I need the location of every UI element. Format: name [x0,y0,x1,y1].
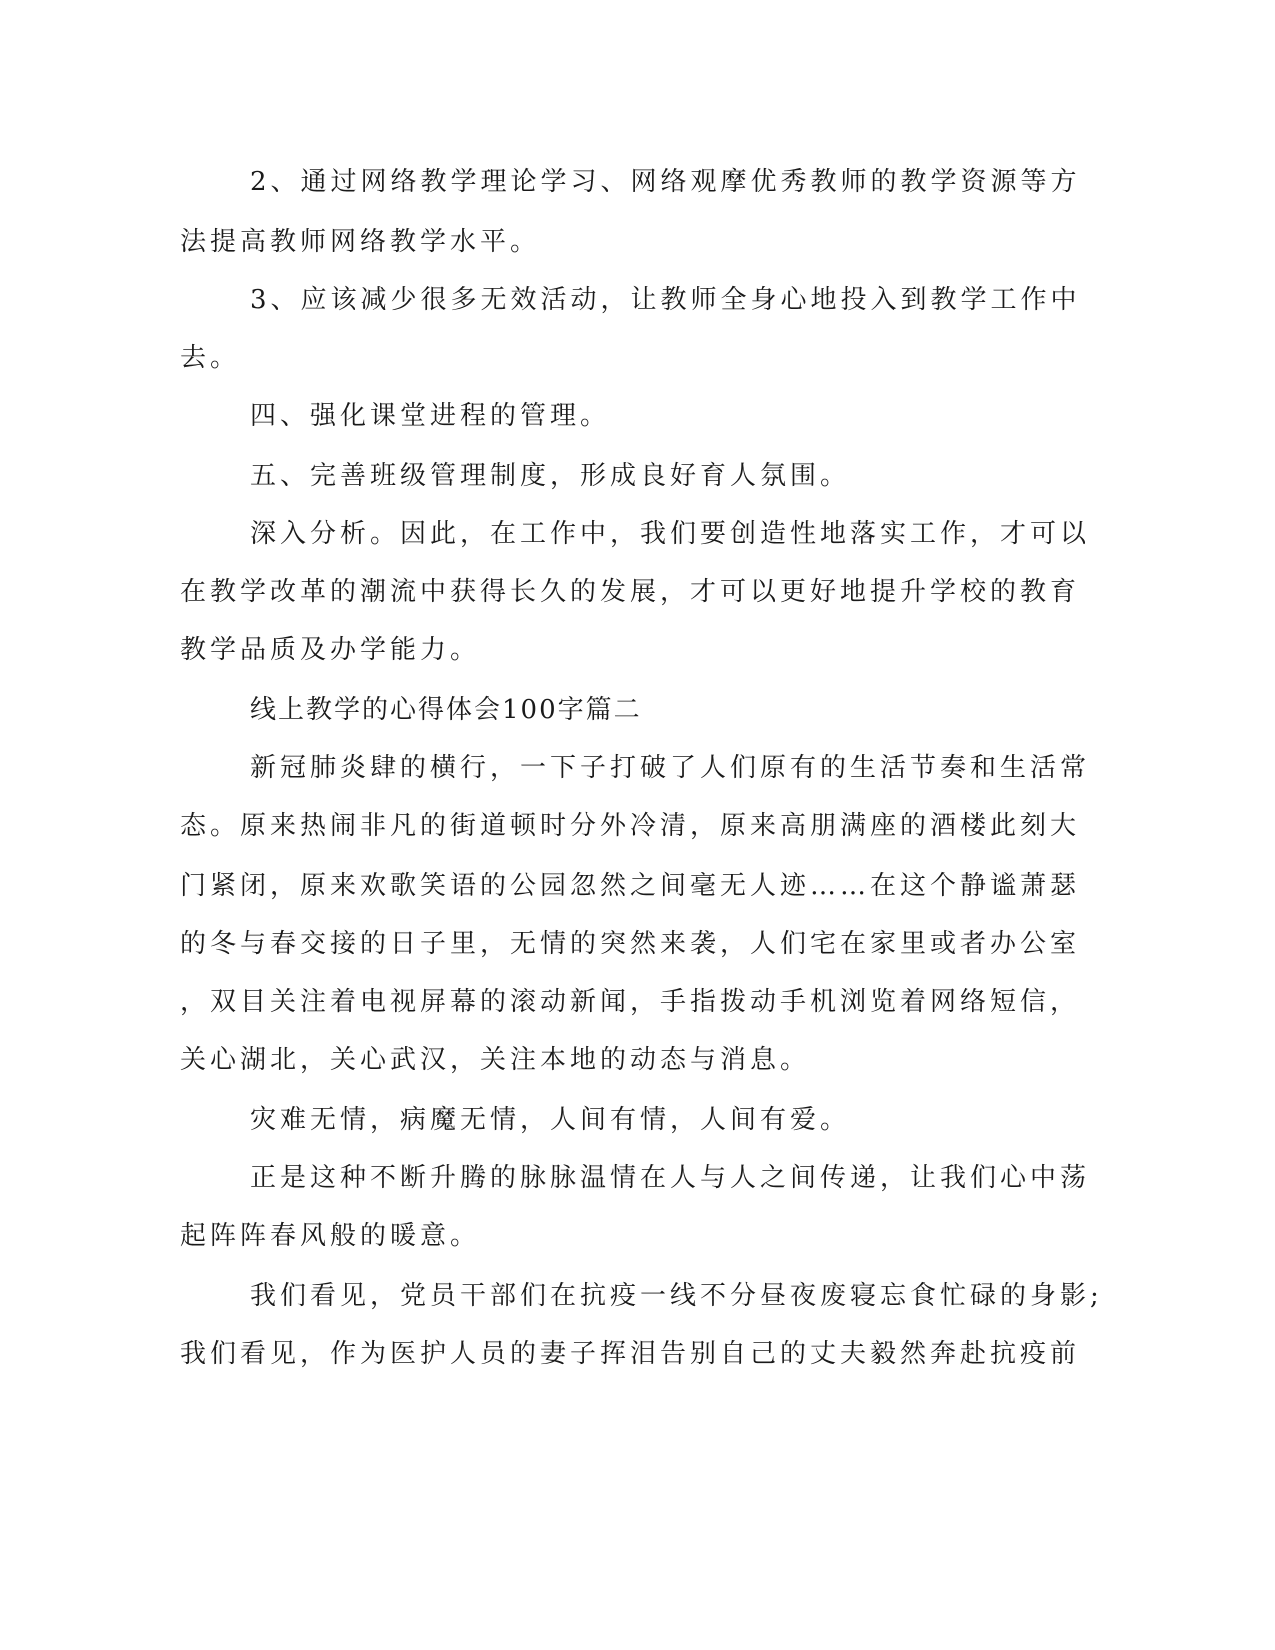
text-line: 五、完善班级管理制度，形成良好育人氛围。 [250,461,851,491]
text-line: 我们看见，党员干部们在抗疫一线不分昼夜废寝忘食忙碌的身影; [250,1281,1103,1311]
text-line: 法提高教师网络教学水平。 [180,227,541,257]
text-line: 教学品质及办学能力。 [180,635,481,665]
text-line: 灾难无情，病魔无情，人间有情，人间有爱。 [250,1105,851,1135]
text-line: 的冬与春交接的日子里，无情的突然来袭，人们宅在家里或者办公室 [180,929,1081,959]
text-line: 新冠肺炎肆的横行，一下子打破了人们原有的生活节奏和生活常 [250,753,1091,783]
text-line: 态。原来热闹非凡的街道顿时分外冷清，原来高朋满座的酒楼此刻大 [180,811,1081,841]
text-line: ，双目关注着电视屏幕的滚动新闻，手指拨动手机浏览着网络短信， [180,987,1081,1017]
text-line: 2、通过网络教学理论学习、网络观摩优秀教师的教学资源等方 [250,167,1081,197]
text-line: 门紧闭，原来欢歌笑语的公园忽然之间毫无人迹……在这个静谧萧瑟 [180,871,1081,901]
text-line: 我们看见，作为医护人员的妻子挥泪告别自己的丈夫毅然奔赴抗疫前 [180,1339,1081,1369]
text-line: 在教学改革的潮流中获得长久的发展，才可以更好地提升学校的教育 [180,577,1081,607]
text-line: 四、强化课堂进程的管理。 [250,401,611,431]
text-line: 正是这种不断升腾的脉脉温情在人与人之间传递，让我们心中荡 [250,1163,1091,1193]
text-line: 关心湖北，关心武汉，关注本地的动态与消息。 [180,1045,811,1075]
text-line: 去。 [180,343,241,373]
text-line: 深入分析。因此，在工作中，我们要创造性地落实工作，才可以 [250,519,1091,549]
text-line: 3、应该减少很多无效活动，让教师全身心地投入到教学工作中 [250,285,1081,315]
text-line: 起阵阵春风般的暖意。 [180,1221,481,1251]
section-heading: 线上教学的心得体会100字篇二 [250,695,642,725]
